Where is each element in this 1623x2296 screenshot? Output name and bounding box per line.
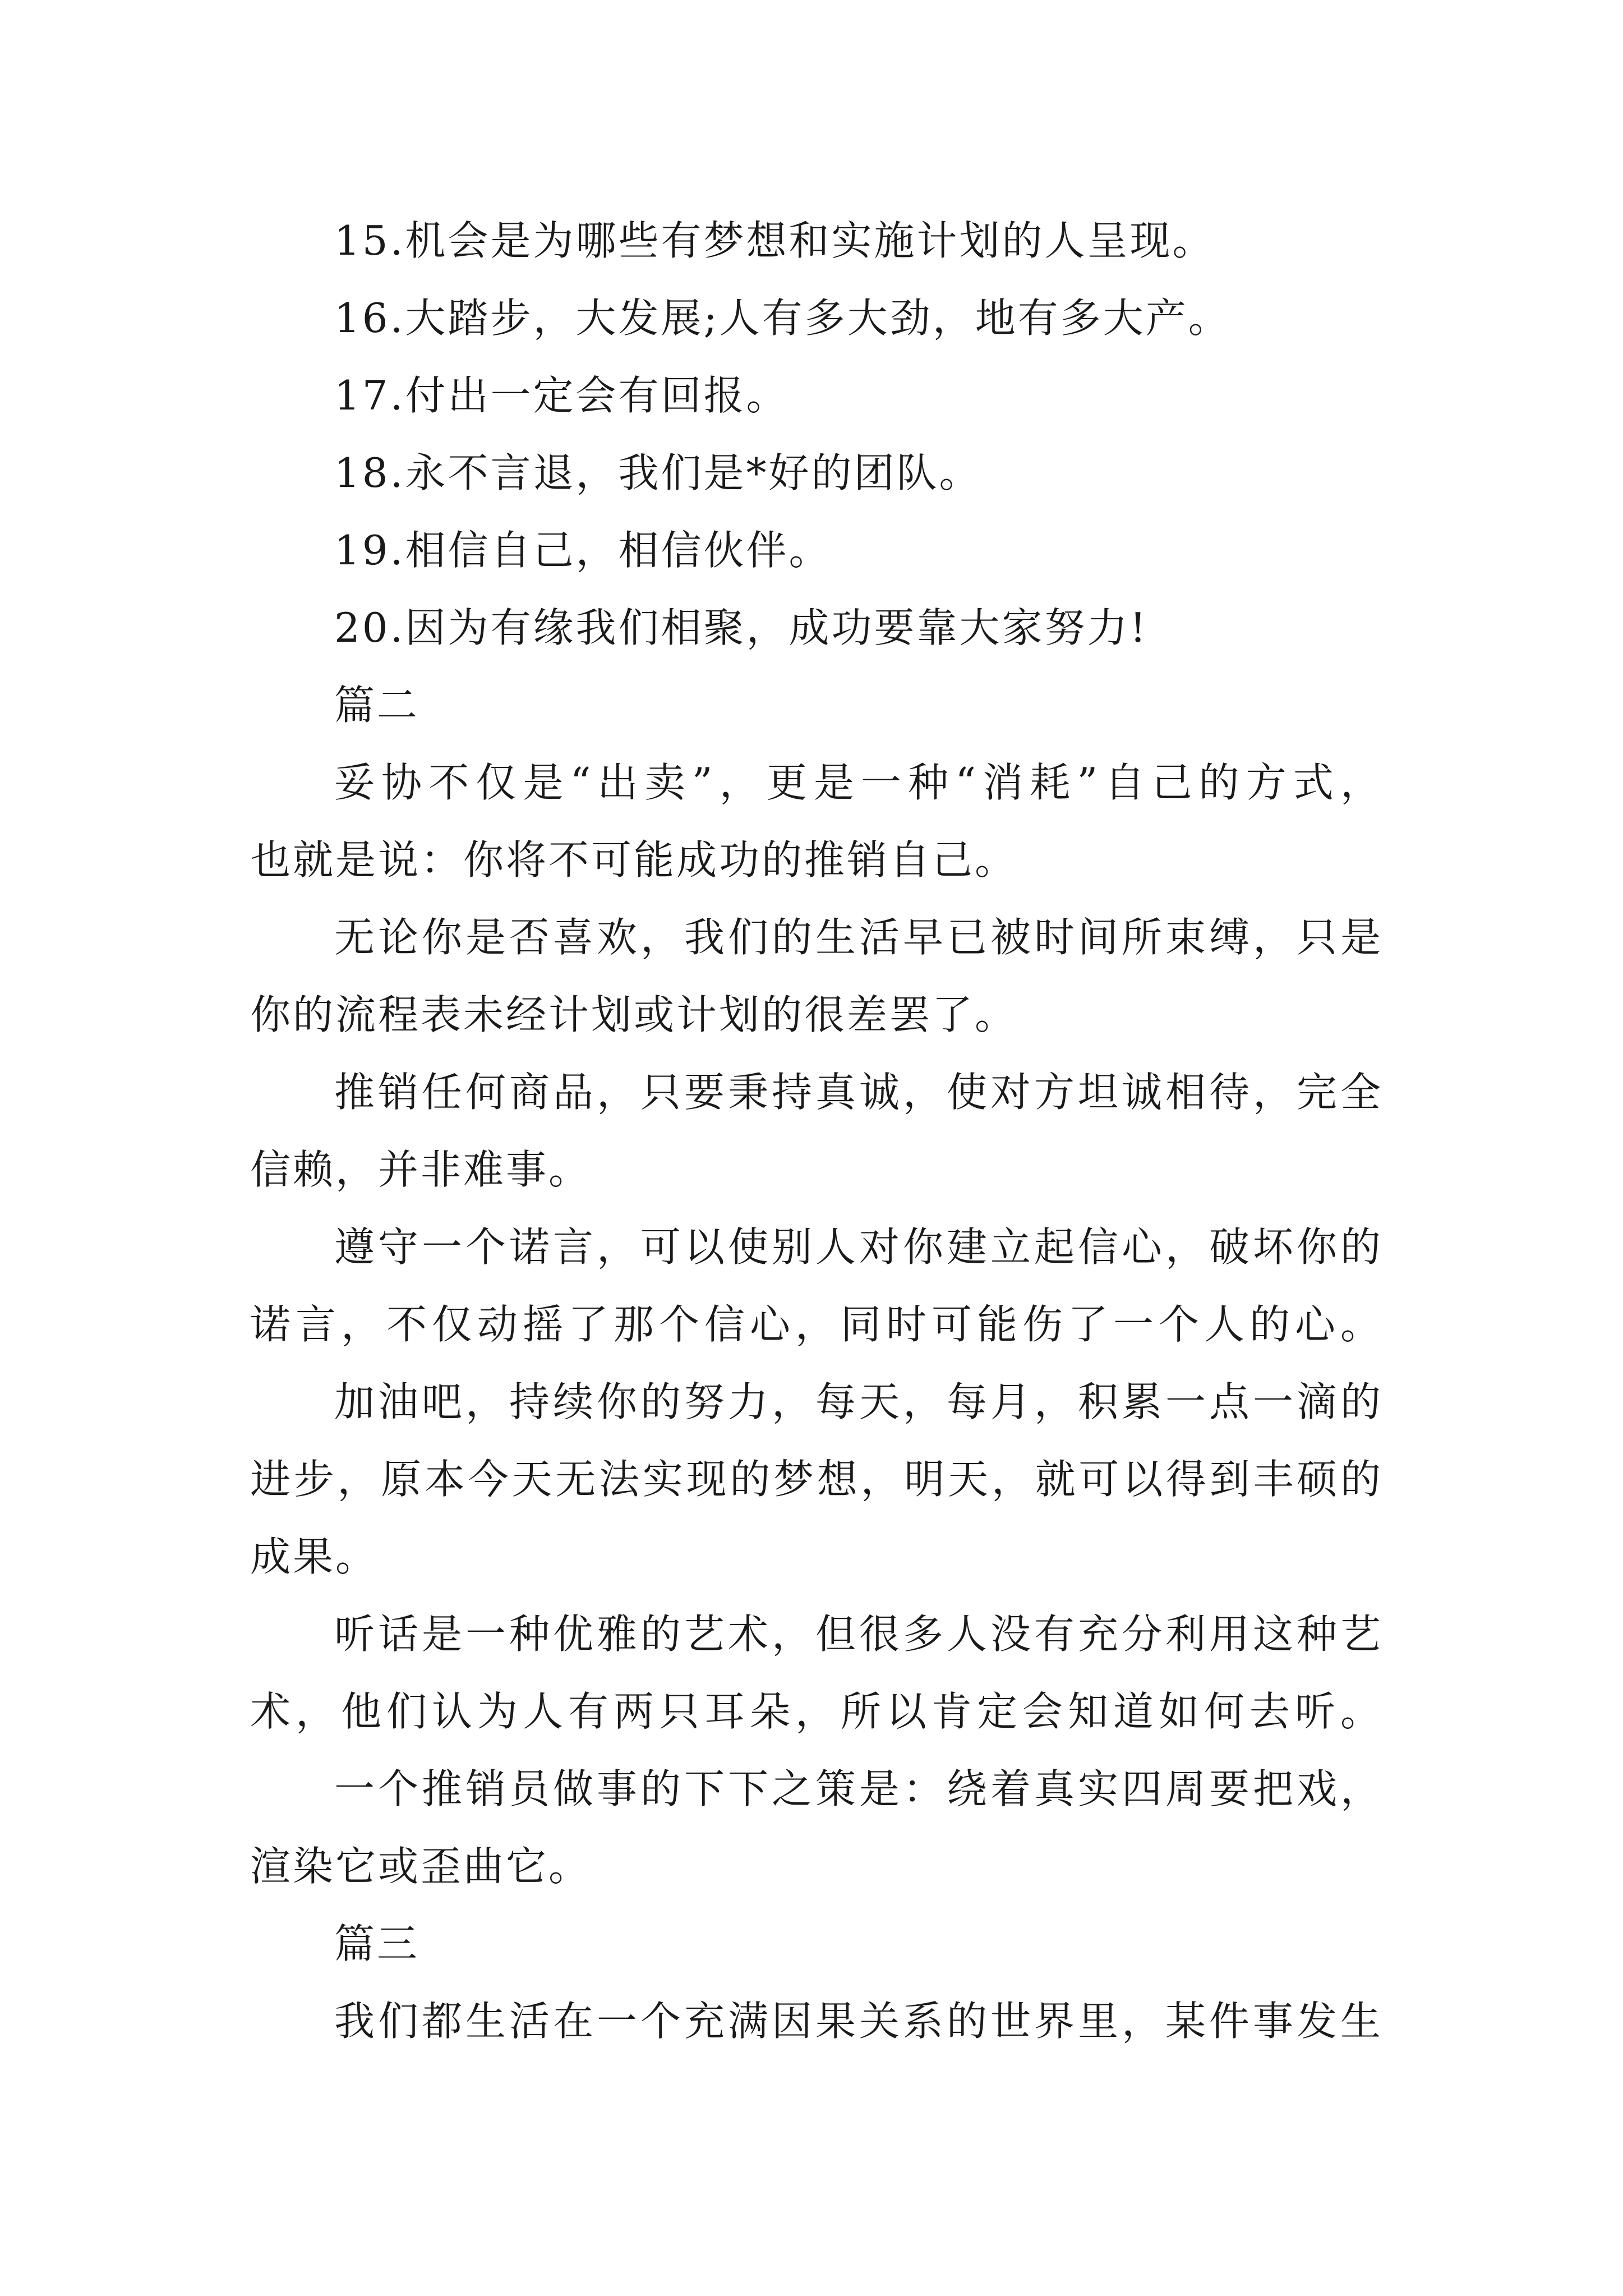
paragraph-line: 成果。: [250, 1533, 379, 1580]
paragraph-line: 推销任何商品，只要秉持真诚，使对方坦诚相待，完全: [334, 1069, 1383, 1116]
paragraph-line: 听话是一种优雅的艺术，但很多人没有充分利用这种艺: [334, 1611, 1383, 1658]
paragraph-line: 进步，原本今天无法实现的梦想，明天，就可以得到丰硕的: [250, 1456, 1383, 1503]
paragraph-line: 无论你是否喜欢，我们的生活早已被时间所束缚，只是: [334, 914, 1383, 961]
paragraph-line: 17.付出一定会有回报。: [334, 372, 789, 419]
paragraph-line: 15.机会是为哪些有梦想和实施计划的人呈现。: [334, 217, 1215, 264]
paragraph-line: 20.因为有缘我们相聚，成功要靠大家努力!: [334, 604, 1149, 651]
section-heading: 篇三: [334, 1920, 420, 1967]
paragraph-line: 妥协不仅是“出卖”，更是一种“消耗”自己的方式，: [334, 759, 1383, 806]
paragraph-line: 加油吧，持续你的努力，每天，每月，积累一点一滴的: [334, 1378, 1383, 1425]
paragraph-line: 你的流程表未经计划或计划的很差罢了。: [250, 991, 1018, 1038]
paragraph-line: 我们都生活在一个充满因果关系的世界里，某件事发生: [334, 1998, 1383, 2045]
paragraph-line: 一个推销员做事的下下之策是：绕着真实四周要把戏，: [334, 1765, 1383, 1812]
paragraph-line: 渲染它或歪曲它。: [250, 1843, 592, 1890]
document-body: [250, 202, 1383, 2060]
paragraph-line: 术，他们认为人有两只耳朵，所以肯定会知道如何去听。: [250, 1688, 1383, 1735]
paragraph-line: 也就是说：你将不可能成功的推销自己。: [250, 836, 1018, 884]
section-heading: 篇二: [334, 682, 420, 729]
paragraph-line: 诺言，不仅动摇了那个信心，同时可能伤了一个人的心。: [250, 1301, 1383, 1348]
paragraph-line: 16.大踏步，大发展;人有多大劲，地有多大产。: [334, 295, 1231, 342]
paragraph-line: 19.相信自己，相信伙伴。: [334, 527, 832, 574]
paragraph-line: 信赖，并非难事。: [250, 1146, 592, 1193]
paragraph-line: 18.永不言退，我们是*好的团队。: [334, 449, 982, 496]
paragraph-line: 遵守一个诺言，可以使别人对你建立起信心，破坏你的: [334, 1223, 1383, 1271]
